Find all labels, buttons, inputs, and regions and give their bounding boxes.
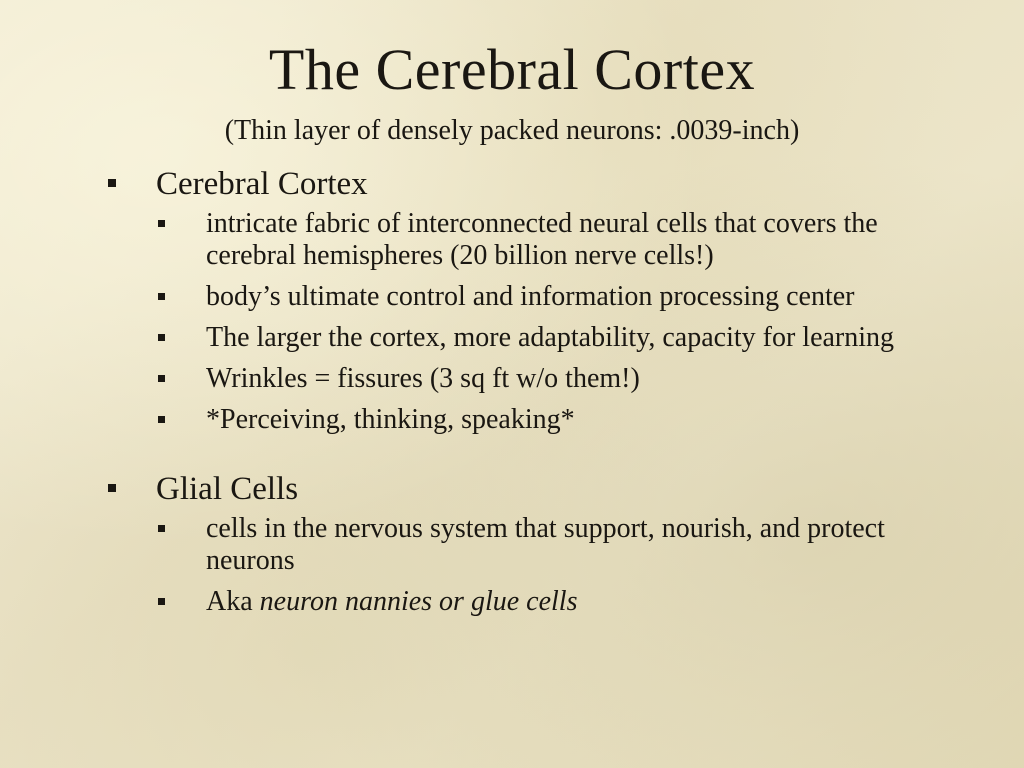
bullet-content bbox=[100, 162, 930, 627]
square-bullet-icon bbox=[158, 334, 165, 341]
section-glial-cells bbox=[100, 467, 930, 618]
top-level-list bbox=[100, 162, 930, 618]
square-bullet-icon bbox=[158, 293, 165, 300]
list-item-text: Wrinkles = fissures (3 sq ft w/o them!) bbox=[206, 363, 640, 394]
list-item bbox=[156, 513, 930, 577]
section-heading: Cerebral Cortex bbox=[156, 166, 368, 202]
section-heading: Glial Cells bbox=[156, 471, 299, 507]
list-item bbox=[156, 404, 930, 436]
square-bullet-icon bbox=[158, 525, 165, 532]
list-item-text: cells in the nervous system that support, nourish, and protect neurons bbox=[206, 513, 885, 576]
sub-list bbox=[156, 513, 930, 618]
aka-prefix: Aka bbox=[206, 586, 260, 617]
list-item-text: *Perceiving, thinking, speaking* bbox=[206, 404, 575, 435]
list-item-text: intricate fabric of interconnected neural cells that covers the cerebral hemispheres (20 billion nerve cells!) bbox=[206, 208, 878, 271]
square-bullet-icon bbox=[158, 416, 165, 423]
slide-subtitle: (Thin layer of densely packed neurons: .0039-inch) bbox=[224, 115, 800, 146]
slide-title: The Cerebral Cortex bbox=[268, 37, 756, 102]
list-item bbox=[156, 322, 930, 354]
square-bullet-icon bbox=[108, 179, 116, 187]
aka-italic-text: neuron nannies or glue cells bbox=[259, 586, 578, 617]
square-bullet-icon bbox=[158, 375, 165, 382]
list-item-text: The larger the cortex, more adaptability, capacity for learning bbox=[206, 322, 895, 353]
square-bullet-icon bbox=[158, 220, 165, 227]
list-item bbox=[156, 586, 930, 618]
list-item bbox=[156, 363, 930, 395]
list-item bbox=[156, 208, 930, 272]
list-item-text: body’s ultimate control and information processing center bbox=[206, 281, 855, 312]
section-cerebral-cortex bbox=[100, 162, 930, 436]
sub-list bbox=[156, 208, 930, 436]
list-item bbox=[156, 281, 930, 313]
section-spacer bbox=[100, 445, 930, 467]
square-bullet-icon bbox=[108, 484, 116, 492]
square-bullet-icon bbox=[158, 598, 165, 605]
